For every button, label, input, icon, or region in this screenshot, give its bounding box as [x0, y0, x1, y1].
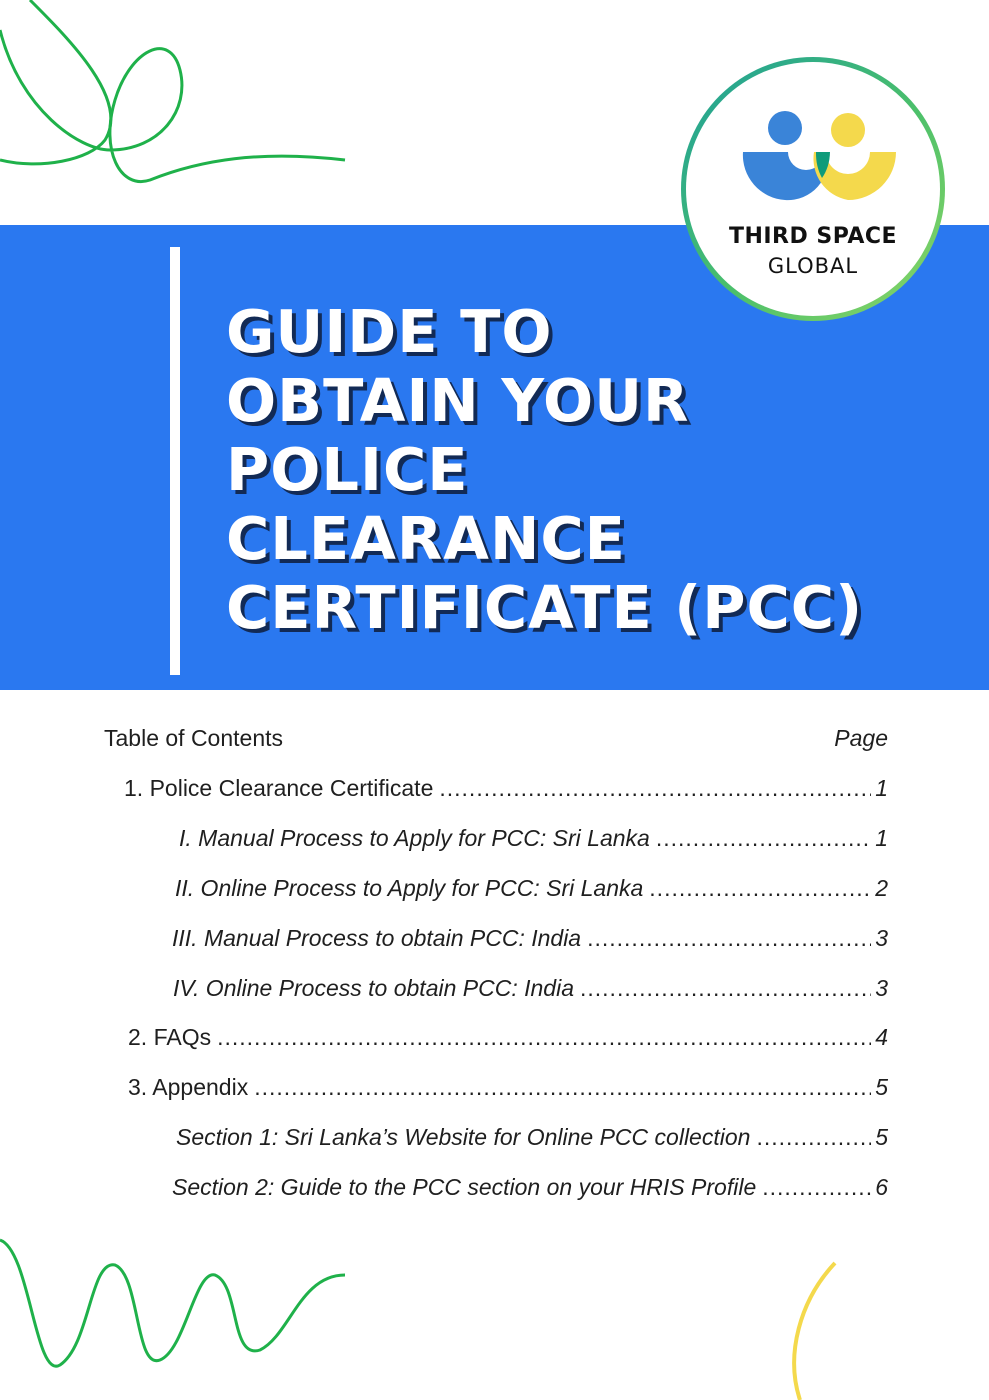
- toc-item-page: 1: [875, 825, 888, 851]
- toc-item-label: Section 2: Guide to the PCC section on your HRIS Profile: [172, 1174, 757, 1200]
- decorative-arc-bottom: [780, 1255, 860, 1400]
- title-line: GUIDE TO: [226, 297, 553, 366]
- toc-item[interactable]: [0, 1070, 888, 1104]
- toc-item-page: 2: [875, 875, 888, 901]
- people-logo-icon: [738, 108, 898, 203]
- toc-item-label: I. Manual Process to Apply for PCC: Sri Lanka: [179, 825, 650, 851]
- title-line: CERTIFICATE (PCC): [226, 573, 864, 642]
- toc-item-page: 1: [875, 775, 888, 801]
- toc-item[interactable]: [0, 1170, 888, 1204]
- document-title: [226, 297, 946, 642]
- toc-item-label: 3. Appendix: [128, 1074, 249, 1100]
- decorative-wave-bottom: [0, 1230, 360, 1400]
- toc-item-label: Section 1: Sri Lanka’s Website for Online PCC collection: [176, 1124, 751, 1150]
- title-line: POLICE: [226, 435, 469, 504]
- toc-item-label: 1. Police Clearance Certificate: [124, 775, 434, 801]
- title-line: OBTAIN YOUR: [226, 366, 690, 435]
- toc-item[interactable]: [0, 821, 888, 855]
- decorative-scribble-top: [0, 0, 360, 200]
- toc-item[interactable]: [0, 1120, 888, 1154]
- toc-heading: Table of Contents: [104, 725, 284, 751]
- toc-item[interactable]: [0, 921, 888, 955]
- toc-item-label: II. Online Process to Apply for PCC: Sri Lanka: [175, 875, 644, 901]
- company-logo: [681, 57, 945, 321]
- toc-item[interactable]: [0, 971, 888, 1005]
- toc-item-page: 5: [875, 1074, 888, 1100]
- toc-item-page: 3: [875, 975, 888, 1001]
- toc-item-page: 4: [875, 1024, 888, 1050]
- toc-item[interactable]: [0, 1020, 888, 1054]
- toc-item-label: 2. FAQs: [128, 1024, 212, 1050]
- toc-item-label: IV. Online Process to obtain PCC: India: [173, 975, 574, 1001]
- toc-item[interactable]: [0, 871, 888, 905]
- toc-item-page: 3: [875, 925, 888, 951]
- title-line: CLEARANCE: [226, 504, 626, 573]
- toc-item[interactable]: [0, 771, 888, 805]
- toc-item-label: III. Manual Process to obtain PCC: India: [172, 925, 582, 951]
- toc-header: [104, 722, 888, 754]
- toc-page-heading: Page: [834, 725, 888, 751]
- toc-item-page: 5: [875, 1124, 888, 1150]
- title-accent-bar: [170, 247, 180, 675]
- logo-subtitle: GLOBAL: [767, 254, 859, 278]
- logo-name: THIRD SPACE: [728, 224, 898, 249]
- toc-item-page: 6: [875, 1174, 888, 1200]
